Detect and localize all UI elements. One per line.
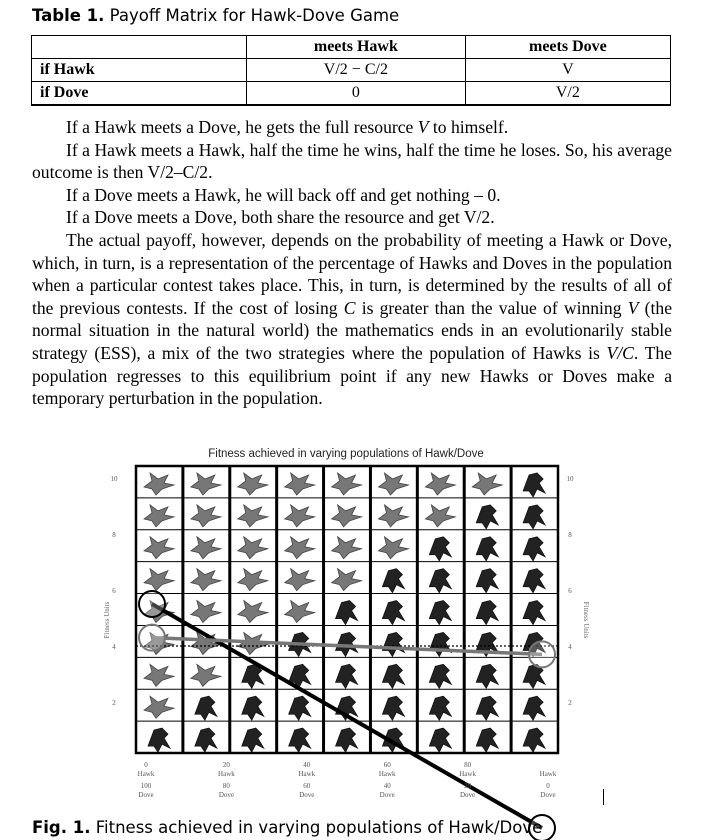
hawk-figure xyxy=(336,601,358,625)
dove-figure xyxy=(238,601,268,623)
x-tick-label: Dove xyxy=(138,791,154,799)
dove-silhouette xyxy=(191,569,221,591)
dove-figure xyxy=(378,505,408,527)
hawk-silhouette xyxy=(523,569,545,593)
x-tick-label: 40 xyxy=(383,782,391,790)
hawk-silhouette xyxy=(523,601,545,625)
hawk-silhouette xyxy=(523,473,545,497)
dove-silhouette xyxy=(144,537,174,559)
dove-figure xyxy=(191,569,221,591)
dove-silhouette xyxy=(191,505,221,527)
x-tick-label: Hawk xyxy=(298,770,316,778)
dove-silhouette xyxy=(191,601,221,623)
dove-figure xyxy=(238,537,268,559)
hawk-silhouette xyxy=(382,601,404,625)
hawk-silhouette xyxy=(289,728,311,752)
dove-figure xyxy=(144,664,174,686)
dove-silhouette xyxy=(144,569,174,591)
dove-figure xyxy=(191,473,221,495)
hawk-figure xyxy=(476,728,498,752)
y-tick-label-right: 8 xyxy=(568,531,572,539)
hawk-figure xyxy=(523,473,545,497)
dove-silhouette xyxy=(332,537,362,559)
hawk-silhouette xyxy=(523,728,545,752)
dove-figure xyxy=(332,569,362,591)
hawk-figure xyxy=(429,601,451,625)
x-tick-label: 20 xyxy=(222,761,230,769)
hawk-silhouette xyxy=(242,728,264,752)
dove-silhouette xyxy=(425,505,455,527)
x-tick-label: Dove xyxy=(460,791,476,799)
x-tick-label: 40 xyxy=(303,761,311,769)
hawk-silhouette xyxy=(476,601,498,625)
figure-caption-label: Fig. 1. xyxy=(32,818,91,837)
dove-silhouette xyxy=(238,601,268,623)
hawk-silhouette xyxy=(429,601,451,625)
hawk-silhouette xyxy=(476,664,498,688)
hawk-figure xyxy=(429,569,451,593)
hawk-figure xyxy=(336,664,358,688)
x-tick-label: 0 xyxy=(144,761,148,769)
hawk-figure xyxy=(523,728,545,752)
body-text xyxy=(32,116,672,410)
x-tick-label: 60 xyxy=(303,782,311,790)
dove-silhouette xyxy=(285,569,315,591)
paragraph: If a Hawk meets a Dove, he gets the full resource V to himself. xyxy=(66,117,509,137)
dove-figure xyxy=(238,569,268,591)
paragraph: If a Hawk meets a Hawk, half the time he wins, half the time he loses. So, his average outcome is then V/2–C/2. xyxy=(32,139,672,183)
table-header-row xyxy=(32,36,671,59)
hawk-silhouette xyxy=(148,728,170,752)
x-tick-label: Hawk xyxy=(218,770,235,778)
y-axis-label-right: Fitness Units xyxy=(582,601,590,639)
hawk-silhouette xyxy=(336,601,358,625)
x-tick-label: Dove xyxy=(379,791,395,799)
y-tick-label-right: 4 xyxy=(568,643,572,651)
y-tick-label-left: 8 xyxy=(112,531,116,539)
hawk-figure xyxy=(242,696,264,720)
dove-silhouette xyxy=(378,505,408,527)
hawk-figure xyxy=(523,537,545,561)
dove-silhouette xyxy=(144,664,174,686)
dove-silhouette xyxy=(472,473,502,495)
x-tick-label: Hawk xyxy=(539,770,557,778)
dove-figure xyxy=(378,473,408,495)
hawk-silhouette xyxy=(382,664,404,688)
hawk-figure xyxy=(429,664,451,688)
y-tick-label-left: 6 xyxy=(112,587,116,595)
hawk-figure xyxy=(476,664,498,688)
hawk-silhouette xyxy=(429,696,451,720)
hawk-figure xyxy=(382,696,404,720)
hawk-figure xyxy=(195,696,217,720)
table-caption-text: Payoff Matrix for Hawk-Dove Game xyxy=(104,6,400,25)
hawk-figure xyxy=(382,569,404,593)
dove-figure xyxy=(191,601,221,623)
x-tick-label: Hawk xyxy=(459,770,476,778)
dove-figure xyxy=(144,505,174,527)
hawk-silhouette xyxy=(195,696,217,720)
x-tick-label: Hawk xyxy=(137,770,155,778)
dove-figure xyxy=(285,505,315,527)
paragraph: If a Dove meets a Dove, both share the resource and get V/2. xyxy=(66,207,495,228)
cell-hawk-meets-dove: V xyxy=(465,59,670,82)
hawk-silhouette xyxy=(476,728,498,752)
dove-figure xyxy=(285,473,315,495)
figure-caption xyxy=(32,818,542,837)
dove-figure xyxy=(191,664,221,686)
table-caption-label: Table 1. xyxy=(32,6,105,25)
dove-silhouette xyxy=(191,473,221,495)
x-tick-label: 100 xyxy=(140,782,152,790)
x-tick-label: Dove xyxy=(540,791,556,799)
hawk-silhouette xyxy=(289,696,311,720)
row-label-hawk: if Hawk xyxy=(32,59,247,82)
dove-end-marker xyxy=(529,641,555,667)
hawk-figure xyxy=(429,728,451,752)
hawk-silhouette xyxy=(382,696,404,720)
dove-silhouette xyxy=(238,569,268,591)
dove-figure xyxy=(332,473,362,495)
hawk-figure xyxy=(195,728,217,752)
paragraph: If a Dove meets a Hawk, he will back off and get nothing – 0. xyxy=(66,184,501,205)
hawk-figure xyxy=(289,696,311,720)
hawk-figure xyxy=(382,632,404,656)
dove-silhouette xyxy=(378,473,408,495)
dove-silhouette xyxy=(285,473,315,495)
dove-figure xyxy=(144,537,174,559)
cell-hawk-meets-hawk: V/2 − C/2 xyxy=(247,59,466,82)
y-tick-label-left: 2 xyxy=(112,699,116,707)
hawk-silhouette xyxy=(476,696,498,720)
dove-figure xyxy=(285,569,315,591)
payoff-table xyxy=(31,35,671,106)
dove-figure xyxy=(378,537,408,559)
dove-figure xyxy=(472,473,502,495)
y-tick-label-right: 2 xyxy=(568,699,572,707)
hawk-silhouette xyxy=(476,505,498,529)
hawk-silhouette xyxy=(429,728,451,752)
x-tick-label: 60 xyxy=(383,761,391,769)
dove-figure xyxy=(191,537,221,559)
dove-silhouette xyxy=(191,537,221,559)
paragraph: The actual payoff, however, depends on the probability of meeting a Hawk or Dove, which, in turn, is a representation of the percentage of Hawks and Doves in the population when a particular contest takes place. This, in turn, is determined by the results of all of the previous contests. If the cost of losing C is greater than the value of winning V (the normal situation in the natural world) the mathematics ends in an evolutionarily stable strategy (ESS), a mix of the two strategies where the population of Hawks is V/C. The population regresses to this equilibrium point if any new Hawks or Doves make a temporary perturbation in the population. xyxy=(32,229,673,409)
cell-dove-meets-dove: V/2 xyxy=(465,82,670,106)
hawk-silhouette xyxy=(523,696,545,720)
y-axis-label-left: Fitness Units xyxy=(103,601,111,639)
hawk-figure xyxy=(242,728,264,752)
y-tick-label-left: 10 xyxy=(110,475,118,483)
hawk-silhouette xyxy=(429,569,451,593)
hawk-figure xyxy=(476,505,498,529)
y-tick-label-right: 6 xyxy=(568,587,572,595)
table-corner-cell xyxy=(32,36,247,59)
hawk-silhouette xyxy=(382,569,404,593)
dove-figure xyxy=(238,505,268,527)
y-tick-label-right: 10 xyxy=(566,475,574,483)
hawk-silhouette xyxy=(476,537,498,561)
hawk-silhouette xyxy=(242,696,264,720)
hawk-silhouette xyxy=(476,569,498,593)
dove-figure xyxy=(332,537,362,559)
dove-silhouette xyxy=(378,537,408,559)
figure xyxy=(104,440,588,812)
chart-svg xyxy=(104,440,588,812)
dove-silhouette xyxy=(332,569,362,591)
hawk-silhouette xyxy=(429,632,451,656)
dove-silhouette xyxy=(238,505,268,527)
dove-silhouette xyxy=(144,696,174,718)
dove-silhouette xyxy=(144,473,174,495)
x-tick-label: 0 xyxy=(546,782,550,790)
hawk-figure xyxy=(476,537,498,561)
dove-silhouette xyxy=(191,664,221,686)
y-tick-label-left: 4 xyxy=(112,643,116,651)
cell-dove-meets-hawk: 0 xyxy=(247,82,466,106)
hawk-figure xyxy=(523,601,545,625)
hawk-silhouette xyxy=(336,728,358,752)
dove-figure xyxy=(285,601,315,623)
hawk-figure xyxy=(148,728,170,752)
hawk-figure xyxy=(429,537,451,561)
hawk-figure xyxy=(476,601,498,625)
dove-silhouette xyxy=(332,505,362,527)
hawk-silhouette xyxy=(336,664,358,688)
x-tick-label: 80 xyxy=(464,761,472,769)
x-tick-label: Dove xyxy=(218,791,234,799)
dove-silhouette xyxy=(425,473,455,495)
dove-silhouette xyxy=(285,601,315,623)
x-tick-label: 20 xyxy=(464,782,472,790)
hawk-silhouette xyxy=(429,664,451,688)
dove-silhouette xyxy=(144,505,174,527)
hawk-silhouette xyxy=(429,537,451,561)
hawk-start-marker xyxy=(139,591,165,617)
hawk-figure xyxy=(523,696,545,720)
hawk-figure xyxy=(476,696,498,720)
figure-title: Fitness achieved in varying populations of Hawk/Dove xyxy=(208,448,484,460)
dove-figure xyxy=(332,505,362,527)
hawk-silhouette xyxy=(195,728,217,752)
x-tick-label: Hawk xyxy=(378,770,396,778)
hawk-silhouette xyxy=(523,537,545,561)
hawk-silhouette xyxy=(382,632,404,656)
dove-silhouette xyxy=(285,505,315,527)
dove-figure xyxy=(191,505,221,527)
hawk-figure xyxy=(429,696,451,720)
dove-figure xyxy=(425,505,455,527)
text-cursor xyxy=(603,789,604,805)
hawk-figure xyxy=(336,728,358,752)
hawk-figure xyxy=(289,728,311,752)
dove-figure xyxy=(425,473,455,495)
table-row xyxy=(32,82,671,106)
figure-caption-text: Fitness achieved in varying populations of Hawk/Dove xyxy=(90,818,543,837)
dove-silhouette xyxy=(332,473,362,495)
hawk-figure xyxy=(382,601,404,625)
dove-figure xyxy=(144,569,174,591)
hawk-figure xyxy=(476,569,498,593)
dove-start-marker xyxy=(139,625,165,651)
dove-figure xyxy=(285,537,315,559)
hawk-figure xyxy=(429,632,451,656)
table-caption xyxy=(32,6,399,25)
hawk-figure xyxy=(523,569,545,593)
dove-figure xyxy=(238,473,268,495)
table-row xyxy=(32,59,671,82)
dove-figure xyxy=(144,473,174,495)
hawk-silhouette xyxy=(523,505,545,529)
dove-silhouette xyxy=(238,537,268,559)
hawk-figure xyxy=(382,664,404,688)
row-label-dove: if Dove xyxy=(32,82,247,106)
x-tick-label: Dove xyxy=(299,791,315,799)
hawk-figure xyxy=(523,505,545,529)
x-tick-label: 80 xyxy=(222,782,230,790)
dove-silhouette xyxy=(285,537,315,559)
dove-silhouette xyxy=(238,473,268,495)
header-meets-hawk: meets Hawk xyxy=(247,36,466,59)
header-meets-dove: meets Dove xyxy=(465,36,670,59)
dove-figure xyxy=(144,696,174,718)
